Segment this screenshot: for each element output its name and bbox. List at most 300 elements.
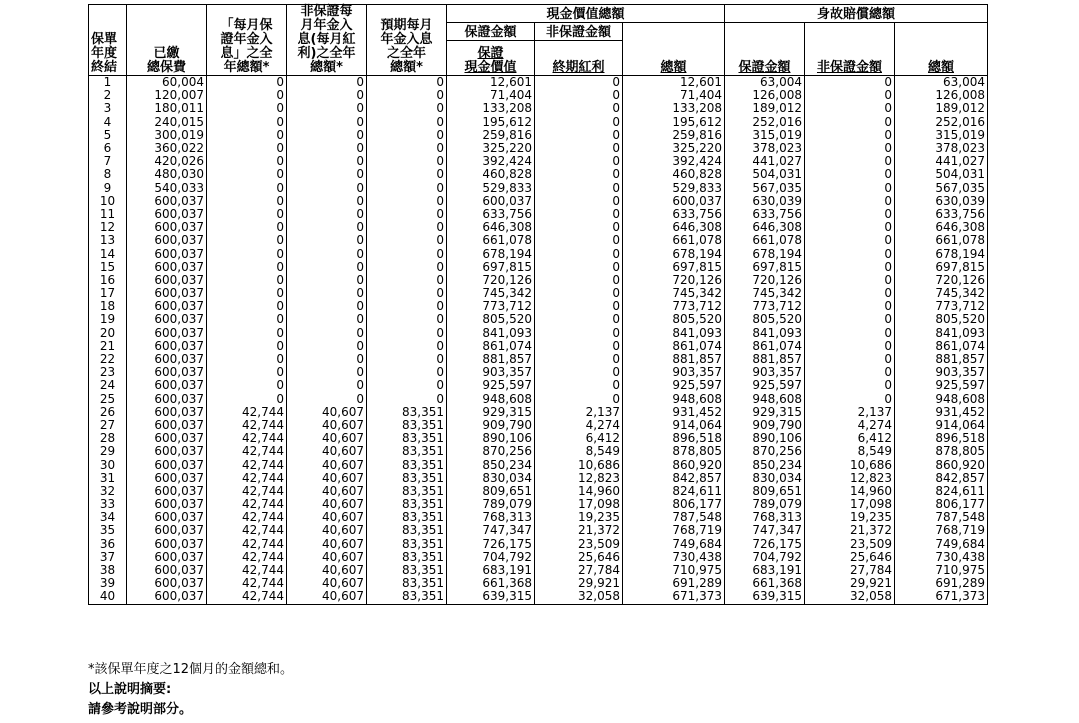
cell-non-guaranteed-annuity: 0 [287,313,367,326]
cell-projected-annuity: 0 [367,393,447,406]
cell-terminal-bonus: 2,137 [535,406,623,419]
header-death-guaranteed: 保證金額 [725,41,805,76]
header-death-benefit-group: 身故賠償總額 [725,5,988,23]
cell-projected-annuity: 0 [367,208,447,221]
cell-non-guaranteed-annuity: 0 [287,195,367,208]
cell-terminal-bonus: 8,549 [535,445,623,458]
cell-death-guaranteed: 63,004 [725,76,805,90]
cell-policy-year: 13 [89,234,127,247]
cell-death-guaranteed: 789,079 [725,498,805,511]
cell-guaranteed-cash-value: 726,175 [447,538,535,551]
cell-death-guaranteed: 773,712 [725,300,805,313]
cell-death-total: 567,035 [895,182,988,195]
cell-total-premium: 600,037 [127,590,207,604]
cell-policy-year: 29 [89,445,127,458]
cell-cash-total: 259,816 [623,129,725,142]
cell-terminal-bonus: 0 [535,247,623,260]
cell-projected-annuity: 0 [367,116,447,129]
cell-guaranteed-annuity: 42,744 [207,458,287,471]
cell-death-guaranteed: 704,792 [725,551,805,564]
header-policy-year: 保單 年度 終結 [89,5,127,76]
cell-non-guaranteed-annuity: 40,607 [287,406,367,419]
cell-cash-total: 773,712 [623,300,725,313]
cell-total-premium: 240,015 [127,116,207,129]
cell-non-guaranteed-annuity: 0 [287,76,367,90]
cell-death-total: 896,518 [895,432,988,445]
table-row [89,208,988,221]
cell-death-non-guaranteed: 0 [805,353,895,366]
cell-policy-year: 37 [89,551,127,564]
cell-guaranteed-annuity: 0 [207,76,287,90]
table-row [89,313,988,326]
cell-non-guaranteed-annuity: 0 [287,340,367,353]
cell-death-total: 126,008 [895,89,988,102]
cell-death-guaranteed: 683,191 [725,564,805,577]
cell-death-total: 745,342 [895,287,988,300]
cell-guaranteed-cash-value: 870,256 [447,445,535,458]
cell-death-non-guaranteed: 0 [805,313,895,326]
cell-non-guaranteed-annuity: 40,607 [287,445,367,458]
cell-guaranteed-annuity: 42,744 [207,472,287,485]
cell-cash-total: 392,424 [623,155,725,168]
cell-death-non-guaranteed: 0 [805,182,895,195]
cell-policy-year: 22 [89,353,127,366]
cell-non-guaranteed-annuity: 0 [287,274,367,287]
cell-non-guaranteed-annuity: 0 [287,182,367,195]
cell-cash-total: 860,920 [623,458,725,471]
cell-total-premium: 600,037 [127,340,207,353]
cell-policy-year: 12 [89,221,127,234]
cell-total-premium: 600,037 [127,247,207,260]
cell-death-guaranteed: 948,608 [725,393,805,406]
cell-cash-total: 133,208 [623,102,725,115]
cell-guaranteed-annuity: 0 [207,116,287,129]
cell-total-premium: 60,004 [127,76,207,90]
cell-policy-year: 19 [89,313,127,326]
cell-projected-annuity: 0 [367,221,447,234]
cell-guaranteed-cash-value: 903,357 [447,366,535,379]
table-row [89,287,988,300]
cell-guaranteed-annuity: 0 [207,247,287,260]
cell-terminal-bonus: 0 [535,221,623,234]
cell-death-guaranteed: 747,347 [725,524,805,537]
cell-guaranteed-cash-value: 678,194 [447,247,535,260]
cell-terminal-bonus: 0 [535,182,623,195]
cell-terminal-bonus: 0 [535,89,623,102]
cell-projected-annuity: 83,351 [367,590,447,604]
cell-terminal-bonus: 23,509 [535,538,623,551]
cell-cash-total: 931,452 [623,406,725,419]
table-row [89,300,988,313]
cell-guaranteed-cash-value: 841,093 [447,327,535,340]
cell-terminal-bonus: 25,646 [535,551,623,564]
cell-guaranteed-cash-value: 809,651 [447,485,535,498]
cell-total-premium: 600,037 [127,274,207,287]
cell-death-guaranteed: 809,651 [725,485,805,498]
cell-death-guaranteed: 678,194 [725,247,805,260]
illustration-table-container [88,4,988,605]
cell-guaranteed-cash-value: 259,816 [447,129,535,142]
cell-death-total: 671,373 [895,590,988,604]
cell-guaranteed-annuity: 42,744 [207,485,287,498]
cell-death-guaranteed: 315,019 [725,129,805,142]
cell-death-guaranteed: 881,857 [725,353,805,366]
cell-projected-annuity: 0 [367,313,447,326]
cell-non-guaranteed-annuity: 40,607 [287,511,367,524]
table-row [89,445,988,458]
table-row [89,116,988,129]
cell-guaranteed-cash-value: 12,601 [447,76,535,90]
cell-death-total: 697,815 [895,261,988,274]
cell-death-non-guaranteed: 0 [805,340,895,353]
cell-death-guaranteed: 726,175 [725,538,805,551]
table-row [89,353,988,366]
cell-guaranteed-cash-value: 195,612 [447,116,535,129]
cell-cash-total: 460,828 [623,168,725,181]
cell-guaranteed-annuity: 0 [207,340,287,353]
cell-non-guaranteed-annuity: 40,607 [287,524,367,537]
cell-terminal-bonus: 0 [535,168,623,181]
cell-projected-annuity: 0 [367,102,447,115]
cell-cash-total: 600,037 [623,195,725,208]
cell-policy-year: 6 [89,142,127,155]
cell-total-premium: 600,037 [127,577,207,590]
cell-total-premium: 600,037 [127,472,207,485]
cell-terminal-bonus: 0 [535,287,623,300]
cell-projected-annuity: 0 [367,353,447,366]
cell-projected-annuity: 0 [367,274,447,287]
cell-death-non-guaranteed: 0 [805,366,895,379]
header-cash-total: 總額 [623,41,725,76]
cell-cash-total: 633,756 [623,208,725,221]
cell-non-guaranteed-annuity: 40,607 [287,485,367,498]
table-row [89,366,988,379]
table-row [89,274,988,287]
header-non-guaranteed-monthly-annuity: 非保證每 月年金入 息(每月紅 利)之全年 總額* [287,5,367,76]
cell-projected-annuity: 0 [367,300,447,313]
cell-terminal-bonus: 0 [535,300,623,313]
table-row [89,89,988,102]
cell-non-guaranteed-annuity: 0 [287,353,367,366]
cell-guaranteed-annuity: 42,744 [207,524,287,537]
cell-terminal-bonus: 0 [535,340,623,353]
cell-policy-year: 26 [89,406,127,419]
header-guaranteed-cash-value: 保證 現金價值 [447,41,535,76]
cell-death-total: 378,023 [895,142,988,155]
table-row [89,102,988,115]
cell-non-guaranteed-annuity: 0 [287,234,367,247]
cell-projected-annuity: 0 [367,129,447,142]
cell-total-premium: 600,037 [127,498,207,511]
cell-policy-year: 33 [89,498,127,511]
cell-guaranteed-annuity: 42,744 [207,432,287,445]
cell-death-non-guaranteed: 2,137 [805,406,895,419]
cell-terminal-bonus: 0 [535,155,623,168]
cell-death-total: 948,608 [895,393,988,406]
cell-cash-total: 646,308 [623,221,725,234]
cell-death-non-guaranteed: 4,274 [805,419,895,432]
cell-cash-total: 878,805 [623,445,725,458]
cell-terminal-bonus: 0 [535,274,623,287]
cell-policy-year: 35 [89,524,127,537]
cell-death-guaranteed: 720,126 [725,274,805,287]
cell-death-non-guaranteed: 0 [805,116,895,129]
cell-non-guaranteed-annuity: 0 [287,168,367,181]
cell-death-total: 441,027 [895,155,988,168]
cell-non-guaranteed-annuity: 0 [287,327,367,340]
table-row [89,76,988,90]
notes [88,660,293,720]
table-row [89,168,988,181]
table-row [89,458,988,471]
cell-non-guaranteed-annuity: 40,607 [287,551,367,564]
cell-total-premium: 600,037 [127,419,207,432]
cell-total-premium: 420,026 [127,155,207,168]
cell-policy-year: 3 [89,102,127,115]
cell-non-guaranteed-annuity: 0 [287,300,367,313]
cell-death-total: 710,975 [895,564,988,577]
cell-guaranteed-cash-value: 646,308 [447,221,535,234]
cell-guaranteed-cash-value: 909,790 [447,419,535,432]
cell-policy-year: 21 [89,340,127,353]
header-terminal-bonus: 終期紅利 [535,41,623,76]
cell-non-guaranteed-annuity: 0 [287,129,367,142]
cell-death-total: 881,857 [895,353,988,366]
cell-cash-total: 325,220 [623,142,725,155]
cell-death-total: 925,597 [895,379,988,392]
cell-policy-year: 14 [89,247,127,260]
cell-terminal-bonus: 19,235 [535,511,623,524]
cell-projected-annuity: 83,351 [367,432,447,445]
cell-policy-year: 9 [89,182,127,195]
cell-guaranteed-annuity: 0 [207,168,287,181]
cell-total-premium: 600,037 [127,234,207,247]
cell-policy-year: 38 [89,564,127,577]
cell-guaranteed-cash-value: 850,234 [447,458,535,471]
cell-death-total: 646,308 [895,221,988,234]
cell-total-premium: 300,019 [127,129,207,142]
cell-projected-annuity: 0 [367,261,447,274]
table-row [89,327,988,340]
cell-policy-year: 18 [89,300,127,313]
cell-death-total: 768,719 [895,524,988,537]
cell-guaranteed-cash-value: 633,756 [447,208,535,221]
cell-total-premium: 600,037 [127,353,207,366]
cell-death-total: 903,357 [895,366,988,379]
cell-cash-total: 824,611 [623,485,725,498]
cell-terminal-bonus: 0 [535,379,623,392]
cell-total-premium: 600,037 [127,432,207,445]
cell-guaranteed-annuity: 42,744 [207,511,287,524]
cell-death-non-guaranteed: 0 [805,379,895,392]
cell-guaranteed-cash-value: 683,191 [447,564,535,577]
cell-policy-year: 24 [89,379,127,392]
cell-projected-annuity: 0 [367,379,447,392]
refer-note: 請參考說明部分。 [88,702,193,717]
table-row [89,419,988,432]
cell-terminal-bonus: 6,412 [535,432,623,445]
cell-policy-year: 2 [89,89,127,102]
cell-total-premium: 600,037 [127,458,207,471]
cell-guaranteed-cash-value: 805,520 [447,313,535,326]
table-row [89,524,988,537]
table-row [89,247,988,260]
cell-death-total: 630,039 [895,195,988,208]
cell-terminal-bonus: 0 [535,116,623,129]
cell-death-total: 806,177 [895,498,988,511]
cell-non-guaranteed-annuity: 0 [287,102,367,115]
cell-death-non-guaranteed: 0 [805,300,895,313]
table-row [89,406,988,419]
cell-death-total: 773,712 [895,300,988,313]
cell-policy-year: 7 [89,155,127,168]
cell-death-total: 860,920 [895,458,988,471]
cell-death-guaranteed: 630,039 [725,195,805,208]
cell-terminal-bonus: 21,372 [535,524,623,537]
cell-non-guaranteed-annuity: 40,607 [287,472,367,485]
cell-projected-annuity: 83,351 [367,406,447,419]
cell-guaranteed-annuity: 0 [207,208,287,221]
cell-death-guaranteed: 378,023 [725,142,805,155]
cell-death-guaranteed: 768,313 [725,511,805,524]
cell-guaranteed-annuity: 42,744 [207,551,287,564]
cell-death-total: 861,074 [895,340,988,353]
cell-death-non-guaranteed: 21,372 [805,524,895,537]
cell-cash-total: 745,342 [623,287,725,300]
cell-total-premium: 600,037 [127,551,207,564]
cell-guaranteed-cash-value: 881,857 [447,353,535,366]
cell-death-non-guaranteed: 0 [805,142,895,155]
cell-death-guaranteed: 661,368 [725,577,805,590]
cell-guaranteed-annuity: 42,744 [207,564,287,577]
cell-terminal-bonus: 29,921 [535,577,623,590]
table-row [89,551,988,564]
cell-death-total: 841,093 [895,327,988,340]
cell-policy-year: 20 [89,327,127,340]
cell-death-non-guaranteed: 8,549 [805,445,895,458]
cell-death-guaranteed: 661,078 [725,234,805,247]
cell-death-non-guaranteed: 0 [805,76,895,90]
cell-guaranteed-cash-value: 704,792 [447,551,535,564]
table-row [89,472,988,485]
cell-terminal-bonus: 0 [535,102,623,115]
cell-terminal-bonus: 0 [535,208,623,221]
header-total-premium: 已繳 總保費 [127,5,207,76]
header-blank [725,23,805,41]
cell-guaranteed-annuity: 42,744 [207,445,287,458]
cell-terminal-bonus: 12,823 [535,472,623,485]
cell-guaranteed-cash-value: 948,608 [447,393,535,406]
cell-guaranteed-cash-value: 661,368 [447,577,535,590]
cell-policy-year: 1 [89,76,127,90]
cell-policy-year: 17 [89,287,127,300]
cell-guaranteed-annuity: 0 [207,221,287,234]
cell-non-guaranteed-annuity: 40,607 [287,577,367,590]
cell-cash-total: 881,857 [623,353,725,366]
cell-non-guaranteed-annuity: 40,607 [287,564,367,577]
cell-guaranteed-annuity: 0 [207,261,287,274]
cell-guaranteed-cash-value: 745,342 [447,287,535,300]
cell-projected-annuity: 83,351 [367,498,447,511]
cell-guaranteed-annuity: 0 [207,300,287,313]
table-row [89,432,988,445]
cell-death-non-guaranteed: 0 [805,155,895,168]
cell-policy-year: 32 [89,485,127,498]
cell-death-total: 805,520 [895,313,988,326]
cell-cash-total: 730,438 [623,551,725,564]
cell-projected-annuity: 0 [367,247,447,260]
cell-cash-total: 861,074 [623,340,725,353]
cell-projected-annuity: 83,351 [367,458,447,471]
cell-guaranteed-cash-value: 639,315 [447,590,535,604]
cell-guaranteed-annuity: 0 [207,234,287,247]
cell-guaranteed-annuity: 42,744 [207,577,287,590]
cell-terminal-bonus: 14,960 [535,485,623,498]
cell-death-total: 730,438 [895,551,988,564]
cell-guaranteed-annuity: 0 [207,379,287,392]
cell-total-premium: 600,037 [127,300,207,313]
cell-cash-total: 768,719 [623,524,725,537]
cell-guaranteed-cash-value: 529,833 [447,182,535,195]
cell-total-premium: 600,037 [127,195,207,208]
header-blank [895,23,988,41]
cell-death-non-guaranteed: 0 [805,168,895,181]
cell-projected-annuity: 0 [367,327,447,340]
cell-policy-year: 15 [89,261,127,274]
cell-death-guaranteed: 861,074 [725,340,805,353]
cell-projected-annuity: 83,351 [367,445,447,458]
cell-non-guaranteed-annuity: 0 [287,247,367,260]
cell-projected-annuity: 0 [367,142,447,155]
cell-guaranteed-annuity: 0 [207,102,287,115]
cell-death-non-guaranteed: 19,235 [805,511,895,524]
cell-total-premium: 600,037 [127,393,207,406]
cell-death-total: 661,078 [895,234,988,247]
cell-terminal-bonus: 0 [535,234,623,247]
header-projected-monthly-annuity: 預期每月 年金入息 之全年 總額* [367,5,447,76]
cell-death-guaranteed: 805,520 [725,313,805,326]
cell-death-guaranteed: 697,815 [725,261,805,274]
cell-death-guaranteed: 850,234 [725,458,805,471]
cell-death-non-guaranteed: 12,823 [805,472,895,485]
cell-projected-annuity: 83,351 [367,485,447,498]
cell-terminal-bonus: 32,058 [535,590,623,604]
cell-cash-total: 805,520 [623,313,725,326]
cell-projected-annuity: 0 [367,287,447,300]
cell-death-total: 691,289 [895,577,988,590]
cell-death-non-guaranteed: 0 [805,247,895,260]
cell-death-non-guaranteed: 0 [805,261,895,274]
table-row [89,221,988,234]
table-row [89,538,988,551]
cell-cash-total: 661,078 [623,234,725,247]
cell-death-guaranteed: 909,790 [725,419,805,432]
table-row [89,498,988,511]
cell-guaranteed-cash-value: 460,828 [447,168,535,181]
cell-cash-total: 710,975 [623,564,725,577]
cell-terminal-bonus: 0 [535,353,623,366]
cell-death-total: 252,016 [895,116,988,129]
cell-cash-total: 678,194 [623,247,725,260]
cell-policy-year: 23 [89,366,127,379]
cell-death-total: 504,031 [895,168,988,181]
cell-guaranteed-cash-value: 133,208 [447,102,535,115]
cell-total-premium: 600,037 [127,221,207,234]
cell-non-guaranteed-annuity: 0 [287,261,367,274]
cell-death-non-guaranteed: 0 [805,287,895,300]
cell-terminal-bonus: 27,784 [535,564,623,577]
cell-cash-total: 697,815 [623,261,725,274]
